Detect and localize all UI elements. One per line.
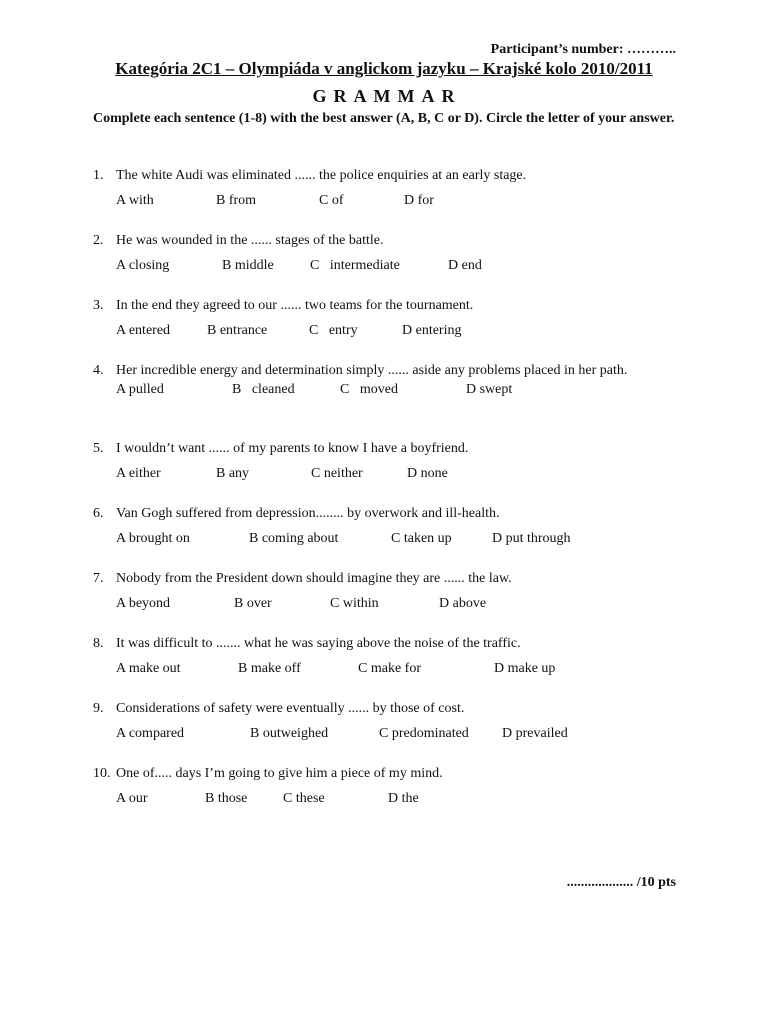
question-text: Van Gogh suffered from depression........ by overwork and ill-health. [116, 506, 500, 521]
question-4 [93, 361, 676, 439]
option-c[interactable]: C entry [309, 323, 358, 338]
question-2 [93, 231, 676, 296]
answer-options [116, 659, 676, 679]
question-10 [93, 764, 676, 829]
option-b[interactable]: B entrance [207, 323, 268, 338]
option-c[interactable]: C within [330, 596, 379, 611]
option-a[interactable]: A beyond [116, 596, 171, 611]
option-d[interactable]: D make up [494, 661, 556, 676]
question-9 [93, 699, 676, 764]
question-number: 8. [93, 636, 104, 651]
question-number: 2. [93, 233, 104, 248]
option-a[interactable]: A either [116, 466, 161, 481]
question-number: 6. [93, 506, 104, 521]
answer-options [116, 256, 676, 276]
question-text: I wouldn’t want ...... of my parents to know I have a boyfriend. [116, 441, 469, 456]
question-text: Her incredible energy and determination simply ...... aside any problems placed in her path. [116, 363, 628, 378]
question-number: 1. [93, 168, 104, 183]
answer-options [116, 380, 676, 400]
option-a[interactable]: A brought on [116, 531, 190, 546]
question-text: Nobody from the President down should imagine they are ...... the law. [116, 571, 512, 586]
question-number: 7. [93, 571, 104, 586]
question-3 [93, 296, 676, 361]
question-list [93, 166, 676, 829]
option-b[interactable]: B outweighed [250, 726, 329, 741]
question-number: 4. [93, 363, 104, 378]
option-d[interactable]: D entering [402, 323, 462, 338]
page-header-title: Kategória 2C1 – Olympiáda v anglickom jazyku – Krajské kolo 2010/2011 [115, 59, 653, 78]
option-a[interactable]: A entered [116, 323, 171, 338]
option-b[interactable]: B make off [238, 661, 301, 676]
answer-options [116, 724, 676, 744]
option-b[interactable]: B cleaned [232, 382, 295, 397]
option-d[interactable]: D put through [492, 531, 571, 546]
question-6 [93, 504, 676, 569]
option-c[interactable]: C these [283, 791, 325, 806]
option-c[interactable]: C taken up [391, 531, 452, 546]
option-c[interactable]: C intermediate [310, 258, 400, 273]
question-text: It was difficult to ....... what he was saying above the noise of the traffic. [116, 636, 521, 651]
option-b[interactable]: B those [205, 791, 248, 806]
option-b[interactable]: B coming about [249, 531, 339, 546]
option-d[interactable]: D prevailed [502, 726, 568, 741]
option-a[interactable]: A our [116, 791, 148, 806]
answer-options [116, 529, 676, 549]
option-c[interactable]: C make for [358, 661, 421, 676]
question-text: In the end they agreed to our ...... two teams for the tournament. [116, 298, 474, 313]
option-d[interactable]: D for [404, 193, 434, 208]
score-total: ................... /10 pts [566, 875, 676, 890]
option-a[interactable]: A pulled [116, 382, 164, 397]
option-c[interactable]: C predominated [379, 726, 469, 741]
answer-options [116, 191, 676, 211]
option-c[interactable]: C of [319, 193, 344, 208]
option-b[interactable]: B middle [222, 258, 274, 273]
option-a[interactable]: A closing [116, 258, 170, 273]
option-d[interactable]: D swept [466, 382, 513, 397]
option-a[interactable]: A compared [116, 726, 185, 741]
question-number: 10. [93, 766, 111, 781]
question-number: 5. [93, 441, 104, 456]
answer-options [116, 789, 676, 809]
option-d[interactable]: D end [448, 258, 482, 273]
option-b[interactable]: B from [216, 193, 257, 208]
option-a[interactable]: A make out [116, 661, 181, 676]
question-number: 9. [93, 701, 104, 716]
option-b[interactable]: B over [234, 596, 272, 611]
option-c[interactable]: C moved [340, 382, 398, 397]
question-8 [93, 634, 676, 699]
question-text: Considerations of safety were eventually ...... by those of cost. [116, 701, 465, 716]
question-text: One of..... days I’m going to give him a piece of my mind. [116, 766, 443, 781]
question-7 [93, 569, 676, 634]
answer-options [116, 321, 676, 341]
participant-number: Participant’s number: ……….. [490, 42, 676, 57]
answer-options [116, 594, 676, 614]
answer-options [116, 464, 676, 484]
option-d[interactable]: D the [388, 791, 419, 806]
section-title: GRAMMAR [312, 86, 462, 106]
question-1 [93, 166, 676, 231]
question-text: He was wounded in the ...... stages of the battle. [116, 233, 384, 248]
question-5 [93, 439, 676, 504]
instructions: Complete each sentence (1-8) with the best answer (A, B, C or D). Circle the letter of your answer. [93, 111, 675, 126]
question-text: The white Audi was eliminated ...... the police enquiries at an early stage. [116, 168, 527, 183]
option-d[interactable]: D above [439, 596, 487, 611]
option-c[interactable]: C neither [311, 466, 363, 481]
option-a[interactable]: A with [116, 193, 154, 208]
option-d[interactable]: D none [407, 466, 448, 481]
option-b[interactable]: B any [216, 466, 250, 481]
question-number: 3. [93, 298, 104, 313]
